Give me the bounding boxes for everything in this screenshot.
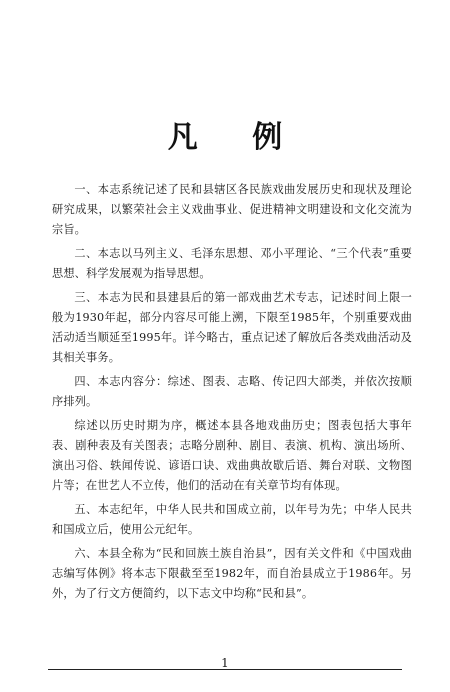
paragraph-3: 三、本志为民和县建县后的第一部戏曲艺术专志，记述时间上限一般为1930年起，部分内容尽可能上溯，下限至1985年，个别重要戏曲活动适当顺延至1995年。详今略古，重点记述了解放后各类戏曲活动及其相关事务。 [52,291,412,364]
paragraph-5: 综述以历史时期为序，概述本县各地戏曲历史；图表包括大事年表、剧种表及有关图表；志略分剧种、剧目、表演、机构、演出场所、演出习俗、轶闻传说、谚语口诀、戏曲典故歇后语、舞台对联、文物图片等；在世艺人不立传，他们的活动在有关章节均有体现。 [52,419,412,492]
paragraph-2: 二、本志以马列主义、毛泽东思想、邓小平理论、“三个代表”重要思想、科学发展观为指导思想。 [52,247,412,280]
paragraph-6: 五、本志纪年，中华人民共和国成立前，以年号为先；中华人民共和国成立后，使用公元纪年。 [52,503,412,536]
footer-divider [48,669,402,670]
body-text [52,180,412,608]
paragraph-1: 一、本志系统记述了民和县辖区各民族戏曲发展历史和现状及理论研究成果，以繁荣社会主义戏曲事业、促进精神文明建设和文化交流为宗旨。 [52,183,412,236]
paragraph-7: 六、本县全称为“民和回族土族自治县”，因有关文件和《中国戏曲志编写体例》将本志下限截至至1982年，而自治县成立于1986年。另外，为了行文方便简约，以下志文中均称“民和县”。 [52,547,412,600]
page-title: 凡 例 [167,120,305,155]
page-number: 1 [221,656,229,670]
paragraph-4: 四、本志内容分：综述、图表、志略、传记四大部类，并依次按顺序排列。 [52,375,412,408]
